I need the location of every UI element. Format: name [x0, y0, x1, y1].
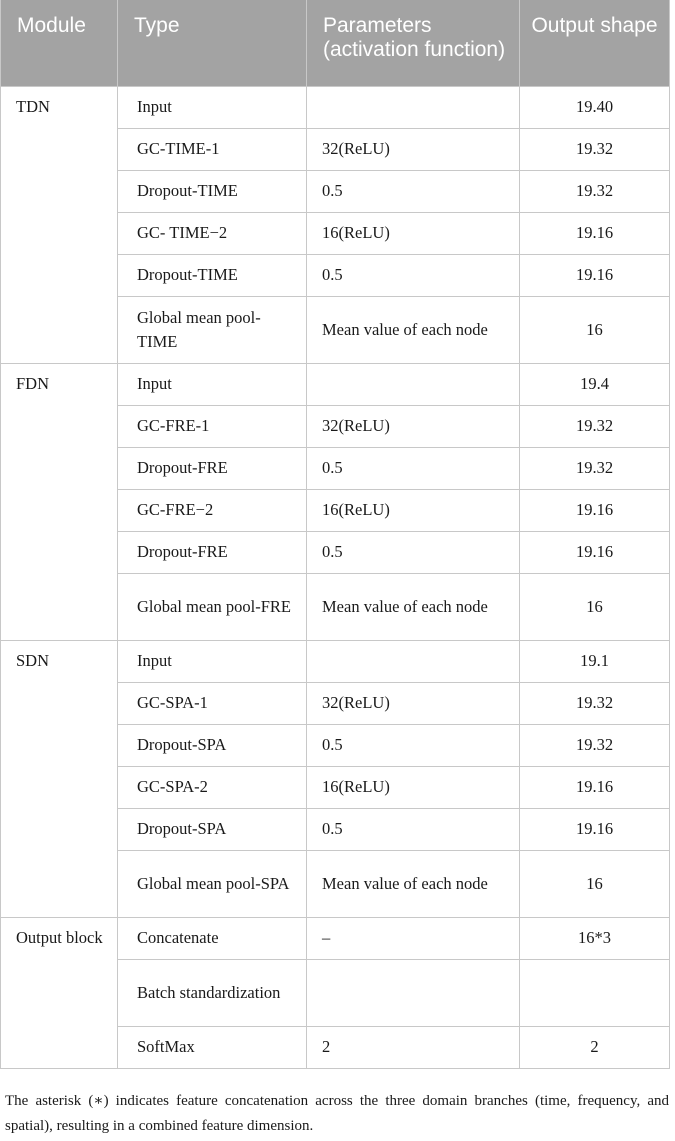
table-row [1, 917, 670, 959]
table-header [1, 0, 670, 86]
parameters-cell: 0.5 [307, 447, 520, 489]
parameters-cell: Mean value of each node [307, 850, 520, 917]
type-cell: Dropout-SPA [118, 808, 307, 850]
header-output-shape: Output shape [520, 0, 670, 86]
parameters-cell [307, 959, 520, 1026]
parameters-cell: Mean value of each node [307, 296, 520, 363]
parameters-cell: 0.5 [307, 254, 520, 296]
type-cell: GC-FRE−2 [118, 489, 307, 531]
output-shape-cell: 19.16 [520, 212, 670, 254]
parameters-cell [307, 363, 520, 405]
output-shape-cell: 19.32 [520, 682, 670, 724]
module-cell: Output block [1, 917, 118, 1068]
parameters-cell: Mean value of each node [307, 573, 520, 640]
type-cell: GC-SPA-1 [118, 682, 307, 724]
module-cell: SDN [1, 640, 118, 917]
parameters-cell: 32(ReLU) [307, 405, 520, 447]
header-module: Module [1, 0, 118, 86]
output-shape-cell: 2 [520, 1026, 670, 1068]
output-shape-cell: 19.40 [520, 86, 670, 128]
type-cell: GC-SPA-2 [118, 766, 307, 808]
parameters-cell: 16(ReLU) [307, 766, 520, 808]
output-shape-cell: 19.16 [520, 489, 670, 531]
output-shape-cell [520, 959, 670, 1026]
output-shape-cell: 19.32 [520, 128, 670, 170]
type-cell: Input [118, 86, 307, 128]
parameters-cell [307, 640, 520, 682]
type-cell: Dropout-FRE [118, 531, 307, 573]
type-cell: Batch standardization [118, 959, 307, 1026]
type-cell: Global mean pool-TIME [118, 296, 307, 363]
header-parameters: Parameters (activation function) [307, 0, 520, 86]
module-cell: FDN [1, 363, 118, 640]
output-shape-cell: 19.16 [520, 808, 670, 850]
type-cell: GC- TIME−2 [118, 212, 307, 254]
module-cell: TDN [1, 86, 118, 363]
type-cell: Dropout-TIME [118, 170, 307, 212]
type-cell: Input [118, 640, 307, 682]
table-body [1, 86, 670, 1068]
table-row [1, 640, 670, 682]
header-row [1, 0, 670, 86]
parameters-cell: 16(ReLU) [307, 212, 520, 254]
output-shape-cell: 16*3 [520, 917, 670, 959]
table-footnote: The asterisk (∗) indicates feature concatenation across the three domain branches (time, frequency, and spatial), resulting in a combined feature dimension. [5, 1093, 669, 1134]
output-shape-cell: 19.32 [520, 405, 670, 447]
type-cell: Global mean pool-SPA [118, 850, 307, 917]
output-shape-cell: 19.1 [520, 640, 670, 682]
parameters-cell: 32(ReLU) [307, 682, 520, 724]
output-shape-cell: 19.4 [520, 363, 670, 405]
type-cell: GC-FRE-1 [118, 405, 307, 447]
parameters-cell: 32(ReLU) [307, 128, 520, 170]
output-shape-cell: 19.16 [520, 531, 670, 573]
parameters-cell: 0.5 [307, 170, 520, 212]
output-shape-cell: 19.16 [520, 766, 670, 808]
output-shape-cell: 16 [520, 573, 670, 640]
table-row [1, 86, 670, 128]
parameters-cell: 2 [307, 1026, 520, 1068]
parameters-cell: – [307, 917, 520, 959]
header-type: Type [118, 0, 307, 86]
type-cell: Dropout-FRE [118, 447, 307, 489]
output-shape-cell: 19.32 [520, 724, 670, 766]
type-cell: SoftMax [118, 1026, 307, 1068]
table-row [1, 363, 670, 405]
type-cell: Global mean pool-FRE [118, 573, 307, 640]
output-shape-cell: 19.32 [520, 170, 670, 212]
parameters-cell: 0.5 [307, 724, 520, 766]
type-cell: Dropout-TIME [118, 254, 307, 296]
type-cell: Dropout-SPA [118, 724, 307, 766]
parameters-cell [307, 86, 520, 128]
parameters-cell: 16(ReLU) [307, 489, 520, 531]
type-cell: Concatenate [118, 917, 307, 959]
parameters-cell: 0.5 [307, 808, 520, 850]
output-shape-cell: 19.16 [520, 254, 670, 296]
output-shape-cell: 16 [520, 850, 670, 917]
output-shape-cell: 16 [520, 296, 670, 363]
type-cell: Input [118, 363, 307, 405]
type-cell: GC-TIME-1 [118, 128, 307, 170]
output-shape-cell: 19.32 [520, 447, 670, 489]
parameters-cell: 0.5 [307, 531, 520, 573]
